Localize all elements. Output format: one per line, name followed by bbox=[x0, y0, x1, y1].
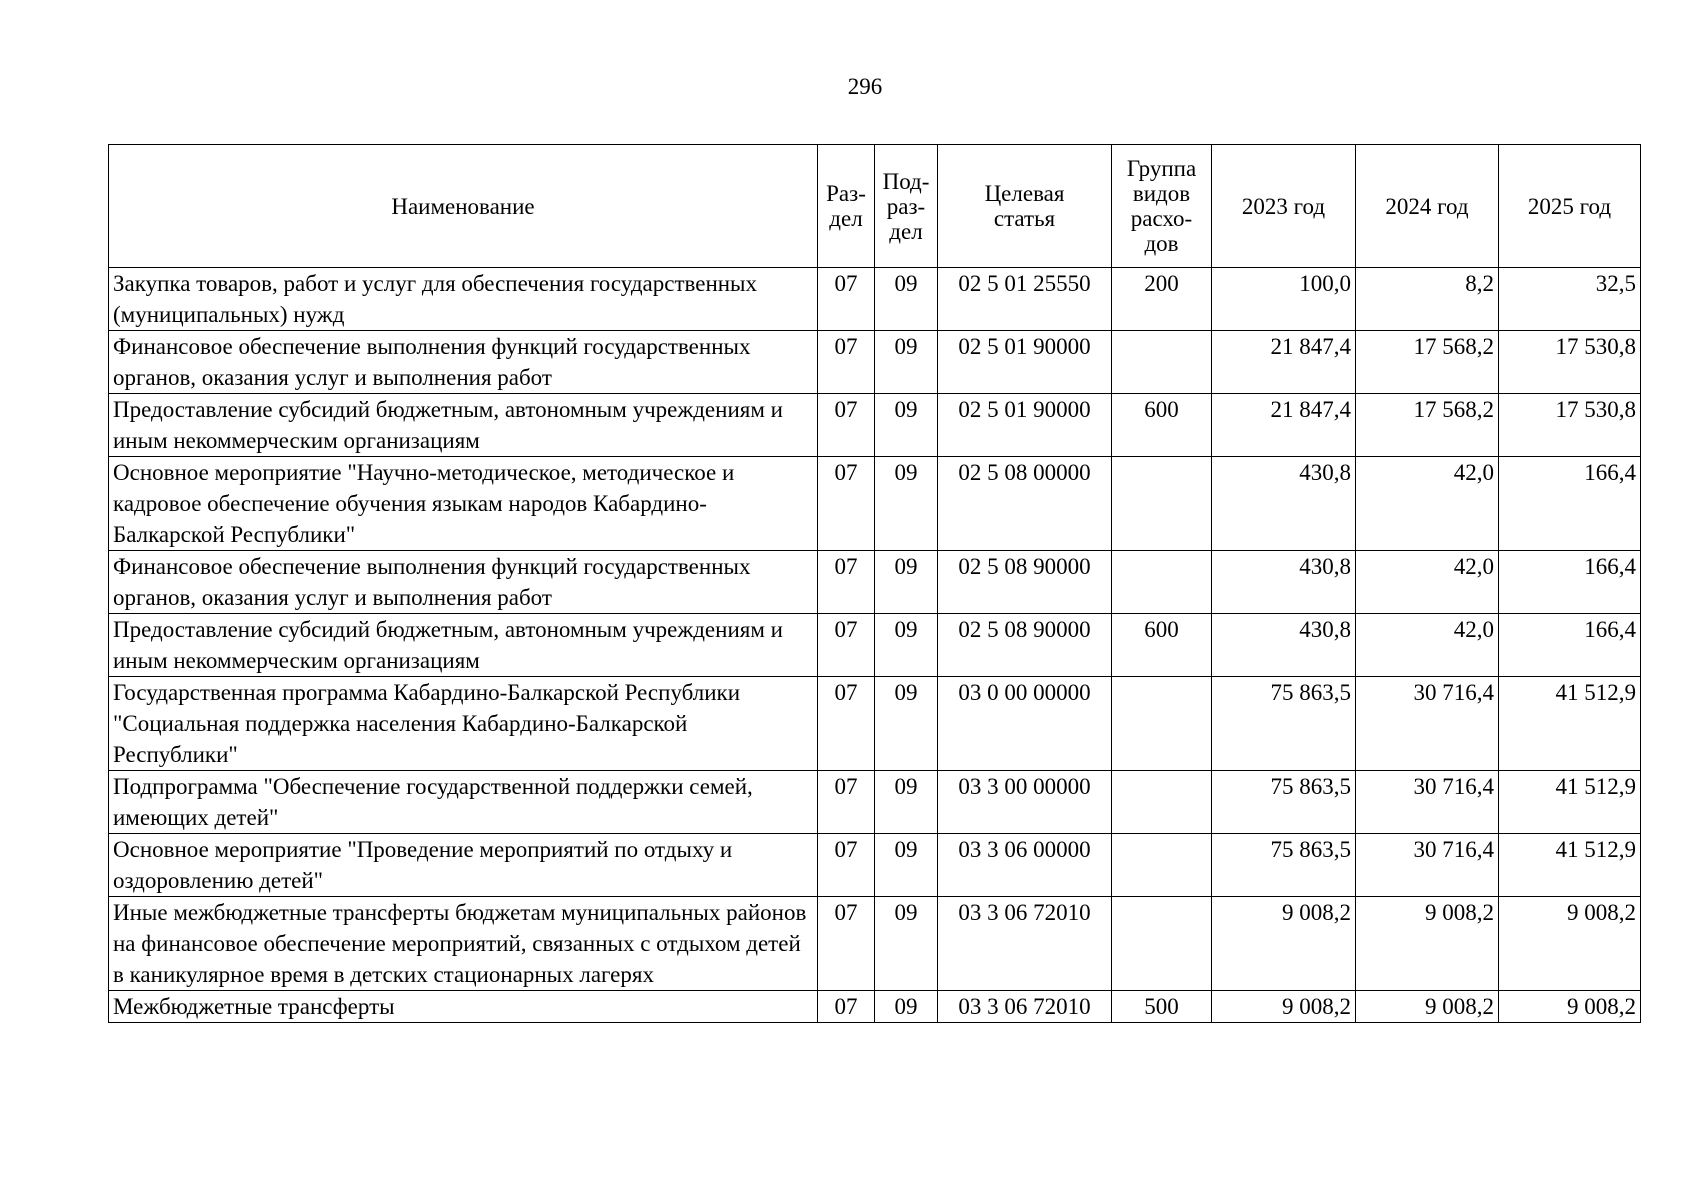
table-row bbox=[109, 677, 1641, 771]
cell-target-article: 03 0 00 00000 bbox=[938, 677, 1112, 771]
cell-2023: 75 863,5 bbox=[1212, 677, 1356, 771]
cell-razdel: 07 bbox=[818, 394, 875, 457]
cell-podrazdel: 09 bbox=[875, 677, 938, 771]
cell-expense-group bbox=[1112, 551, 1212, 614]
cell-razdel: 07 bbox=[818, 457, 875, 551]
cell-podrazdel: 09 bbox=[875, 331, 938, 394]
cell-2023: 21 847,4 bbox=[1212, 394, 1356, 457]
cell-razdel: 07 bbox=[818, 834, 875, 897]
cell-podrazdel: 09 bbox=[875, 771, 938, 834]
cell-2023: 75 863,5 bbox=[1212, 771, 1356, 834]
header-2025: 2025 год bbox=[1499, 145, 1641, 268]
cell-name: Основное мероприятие "Проведение мероприятий по отдыху и оздоровлению детей" bbox=[109, 834, 818, 897]
cell-2024: 17 568,2 bbox=[1356, 331, 1499, 394]
cell-target-article: 03 3 06 72010 bbox=[938, 897, 1112, 991]
cell-podrazdel: 09 bbox=[875, 394, 938, 457]
cell-target-article: 03 3 06 00000 bbox=[938, 834, 1112, 897]
cell-expense-group bbox=[1112, 897, 1212, 991]
table-row bbox=[109, 897, 1641, 991]
cell-podrazdel: 09 bbox=[875, 457, 938, 551]
cell-podrazdel: 09 bbox=[875, 268, 938, 331]
cell-target-article: 02 5 01 25550 bbox=[938, 268, 1112, 331]
cell-2023: 75 863,5 bbox=[1212, 834, 1356, 897]
cell-expense-group: 600 bbox=[1112, 394, 1212, 457]
cell-name: Межбюджетные трансферты bbox=[109, 991, 818, 1023]
cell-expense-group bbox=[1112, 834, 1212, 897]
table-row bbox=[109, 991, 1641, 1023]
cell-razdel: 07 bbox=[818, 551, 875, 614]
cell-name: Государственная программа Кабардино-Балкарской Республики "Социальная поддержка населения Кабардино-Балкарской Республики" bbox=[109, 677, 818, 771]
cell-2023: 21 847,4 bbox=[1212, 331, 1356, 394]
cell-2025: 41 512,9 bbox=[1499, 677, 1641, 771]
table-row bbox=[109, 771, 1641, 834]
cell-razdel: 07 bbox=[818, 991, 875, 1023]
cell-2024: 30 716,4 bbox=[1356, 771, 1499, 834]
cell-podrazdel: 09 bbox=[875, 614, 938, 677]
cell-target-article: 03 3 06 72010 bbox=[938, 991, 1112, 1023]
cell-expense-group: 200 bbox=[1112, 268, 1212, 331]
cell-razdel: 07 bbox=[818, 614, 875, 677]
cell-2024: 42,0 bbox=[1356, 551, 1499, 614]
cell-target-article: 02 5 08 90000 bbox=[938, 551, 1112, 614]
cell-2025: 166,4 bbox=[1499, 457, 1641, 551]
table-row bbox=[109, 394, 1641, 457]
cell-podrazdel: 09 bbox=[875, 991, 938, 1023]
cell-2025: 17 530,8 bbox=[1499, 394, 1641, 457]
cell-2023: 430,8 bbox=[1212, 614, 1356, 677]
cell-2024: 9 008,2 bbox=[1356, 991, 1499, 1023]
cell-razdel: 07 bbox=[818, 771, 875, 834]
cell-2025: 41 512,9 bbox=[1499, 834, 1641, 897]
cell-name: Финансовое обеспечение выполнения функций государственных органов, оказания услуг и выполнения работ bbox=[109, 551, 818, 614]
table-row bbox=[109, 268, 1641, 331]
cell-2025: 32,5 bbox=[1499, 268, 1641, 331]
cell-expense-group: 600 bbox=[1112, 614, 1212, 677]
cell-expense-group: 500 bbox=[1112, 991, 1212, 1023]
page-number: 296 bbox=[847, 74, 883, 99]
cell-2024: 42,0 bbox=[1356, 457, 1499, 551]
cell-podrazdel: 09 bbox=[875, 551, 938, 614]
table-body bbox=[109, 268, 1641, 1023]
cell-expense-group bbox=[1112, 331, 1212, 394]
cell-2025: 17 530,8 bbox=[1499, 331, 1641, 394]
cell-razdel: 07 bbox=[818, 268, 875, 331]
header-2023: 2023 год bbox=[1212, 145, 1356, 268]
cell-name: Предоставление субсидий бюджетным, автономным учреждениям и иным некоммерческим организациям bbox=[109, 614, 818, 677]
budget-table bbox=[108, 144, 1641, 1023]
table-row bbox=[109, 551, 1641, 614]
cell-name: Закупка товаров, работ и услуг для обеспечения государственных (муниципальных) нужд bbox=[109, 268, 818, 331]
table-header-row bbox=[109, 145, 1641, 268]
cell-podrazdel: 09 bbox=[875, 834, 938, 897]
header-razdel: Раз- дел bbox=[818, 145, 875, 268]
cell-2025: 41 512,9 bbox=[1499, 771, 1641, 834]
cell-2024: 30 716,4 bbox=[1356, 677, 1499, 771]
cell-target-article: 02 5 01 90000 bbox=[938, 394, 1112, 457]
cell-2024: 30 716,4 bbox=[1356, 834, 1499, 897]
cell-2023: 100,0 bbox=[1212, 268, 1356, 331]
cell-2025: 166,4 bbox=[1499, 551, 1641, 614]
cell-2024: 8,2 bbox=[1356, 268, 1499, 331]
cell-razdel: 07 bbox=[818, 897, 875, 991]
table-row bbox=[109, 834, 1641, 897]
table-row bbox=[109, 331, 1641, 394]
cell-target-article: 02 5 08 00000 bbox=[938, 457, 1112, 551]
header-expense-group: Группа видов расхо- дов bbox=[1112, 145, 1212, 268]
header-target-article: Целевая статья bbox=[938, 145, 1112, 268]
cell-target-article: 03 3 00 00000 bbox=[938, 771, 1112, 834]
cell-2024: 42,0 bbox=[1356, 614, 1499, 677]
header-2024: 2024 год bbox=[1356, 145, 1499, 268]
cell-name: Подпрограмма "Обеспечение государственной поддержки семей, имеющих детей" bbox=[109, 771, 818, 834]
cell-2025: 9 008,2 bbox=[1499, 897, 1641, 991]
header-name: Наименование bbox=[109, 145, 818, 268]
cell-expense-group bbox=[1112, 771, 1212, 834]
cell-name: Финансовое обеспечение выполнения функций государственных органов, оказания услуг и выполнения работ bbox=[109, 331, 818, 394]
cell-name: Основное мероприятие "Научно-методическое, методическое и кадровое обеспечение обучения языкам народов Кабардино-Балкарской Республики" bbox=[109, 457, 818, 551]
cell-2024: 9 008,2 bbox=[1356, 897, 1499, 991]
table-row bbox=[109, 457, 1641, 551]
cell-2025: 166,4 bbox=[1499, 614, 1641, 677]
cell-razdel: 07 bbox=[818, 331, 875, 394]
cell-expense-group bbox=[1112, 677, 1212, 771]
cell-name: Предоставление субсидий бюджетным, автономным учреждениям и иным некоммерческим организациям bbox=[109, 394, 818, 457]
cell-2023: 9 008,2 bbox=[1212, 897, 1356, 991]
cell-expense-group bbox=[1112, 457, 1212, 551]
cell-target-article: 02 5 01 90000 bbox=[938, 331, 1112, 394]
cell-2024: 17 568,2 bbox=[1356, 394, 1499, 457]
cell-razdel: 07 bbox=[818, 677, 875, 771]
cell-podrazdel: 09 bbox=[875, 897, 938, 991]
table-row bbox=[109, 614, 1641, 677]
cell-2023: 430,8 bbox=[1212, 457, 1356, 551]
cell-2023: 430,8 bbox=[1212, 551, 1356, 614]
cell-target-article: 02 5 08 90000 bbox=[938, 614, 1112, 677]
cell-name: Иные межбюджетные трансферты бюджетам муниципальных районов на финансовое обеспечение мероприятий, связанных с отдыхом детей в каникулярное время в детских стационарных лагерях bbox=[109, 897, 818, 991]
cell-2023: 9 008,2 bbox=[1212, 991, 1356, 1023]
cell-2025: 9 008,2 bbox=[1499, 991, 1641, 1023]
header-podrazdel: Под- раз- дел bbox=[875, 145, 938, 268]
